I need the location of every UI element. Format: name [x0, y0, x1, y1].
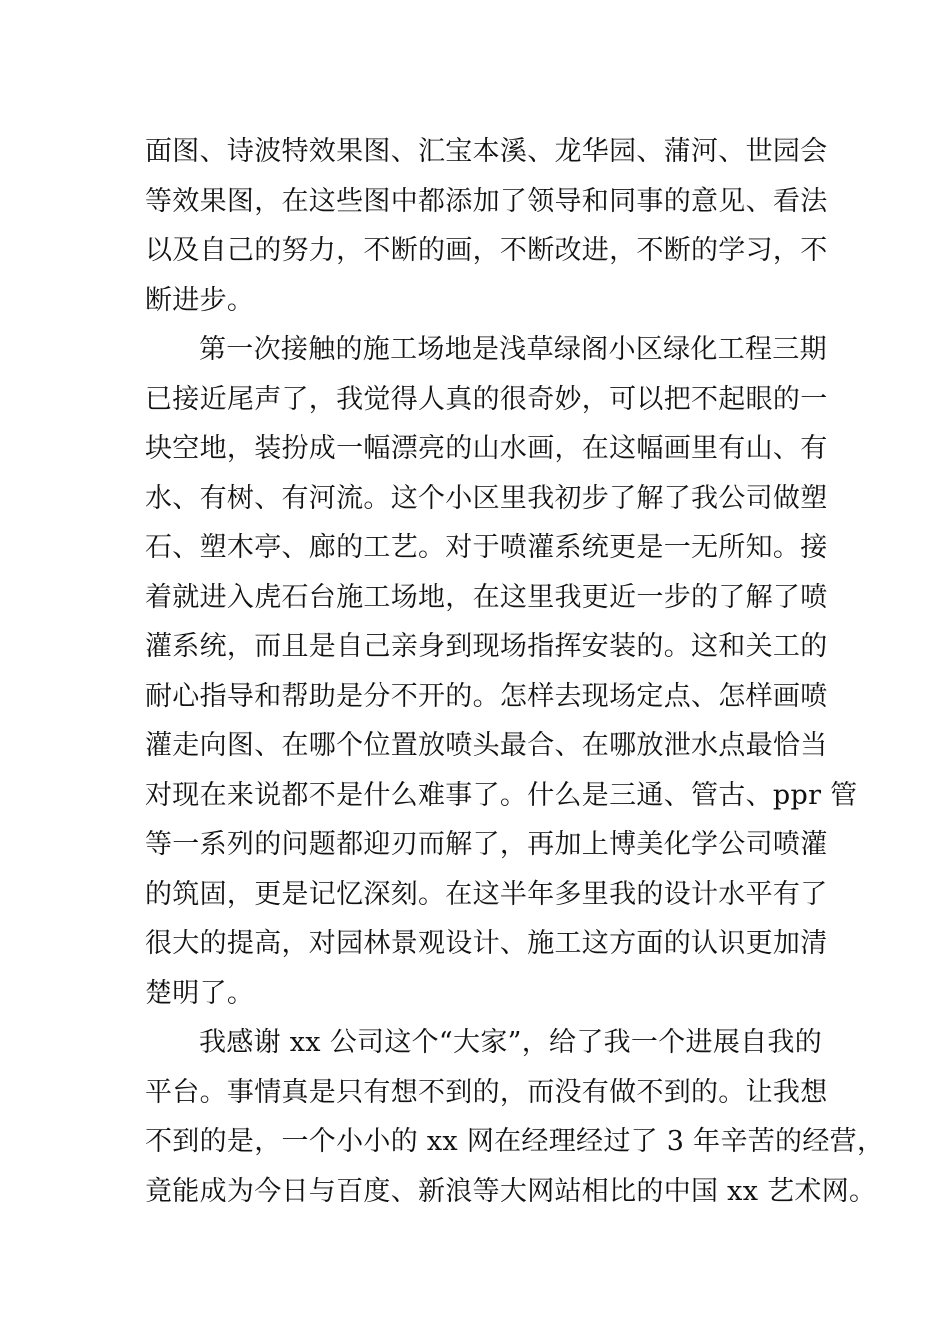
text-line: 着就进入虎石台施工场地，在这里我更近一步的了解了喷 — [145, 581, 828, 613]
text-line: 等一系列的问题都迎刃而解了，再加上博美化学公司喷灌 — [145, 829, 828, 860]
text-line: 不到的是，一个小小的 xx 网在经理经过了 3 年辛苦的经营， — [145, 1126, 885, 1157]
text-line: 竟能成为今日与百度、新浪等大网站相比的中国 xx 艺术网。 — [145, 1175, 877, 1207]
text-line: 等效果图，在这些图中都添加了领导和同事的意见、看法 — [145, 185, 828, 217]
paragraph-2 — [145, 325, 858, 1018]
text-line: 已接近尾声了，我觉得人真的很奇妙，可以把不起眼的一 — [145, 383, 828, 415]
text-line: 第一次接触的施工场地是浅草绿阁小区绿化工程三期 — [199, 334, 827, 365]
text-line: 块空地，装扮成一幅漂亮的山水画，在这幅画里有山、有 — [145, 433, 828, 464]
text-line: 石、塑木亭、廊的工艺。对于喷灌系统更是一无所知。接 — [145, 532, 828, 563]
document-body — [145, 127, 885, 1216]
text-line: 灌走向图、在哪个位置放喷头最合、在哪放泄水点最恰当 — [145, 730, 828, 761]
text-line: 以及自己的努力，不断的画，不断改进，不断的学习，不 — [145, 235, 828, 266]
text-line: 很大的提高，对园林景观设计、施工这方面的认识更加清 — [145, 928, 828, 959]
text-line: 面图、诗波特效果图、汇宝本溪、龙华园、蒲河、世园会 — [145, 136, 828, 167]
text-line: 水、有树、有河流。这个小区里我初步了解了我公司做塑 — [145, 482, 828, 514]
text-line: 楚明了。 — [145, 977, 255, 1009]
text-line: 灌系统，而且是自己亲身到现场指挥安装的。这和关工的 — [145, 631, 828, 662]
text-line: 断进步。 — [145, 284, 255, 316]
text-line: 耐心指导和帮助是分不开的。怎样去现场定点、怎样画喷 — [145, 680, 828, 712]
text-line: 我感谢 xx 公司这个“大家”，给了我一个进展自我的 — [199, 1027, 823, 1058]
text-line: 对现在来说都不是什么难事了。什么是三通、管古、ppr 管 — [145, 779, 858, 811]
text-line: 的筑固，更是记忆深刻。在这半年多里我的设计水平有了 — [145, 878, 828, 910]
paragraph-1 — [145, 127, 828, 325]
paragraph-3 — [145, 1018, 885, 1216]
text-line: 平台。事情真是只有想不到的，而没有做不到的。让我想 — [145, 1076, 828, 1108]
